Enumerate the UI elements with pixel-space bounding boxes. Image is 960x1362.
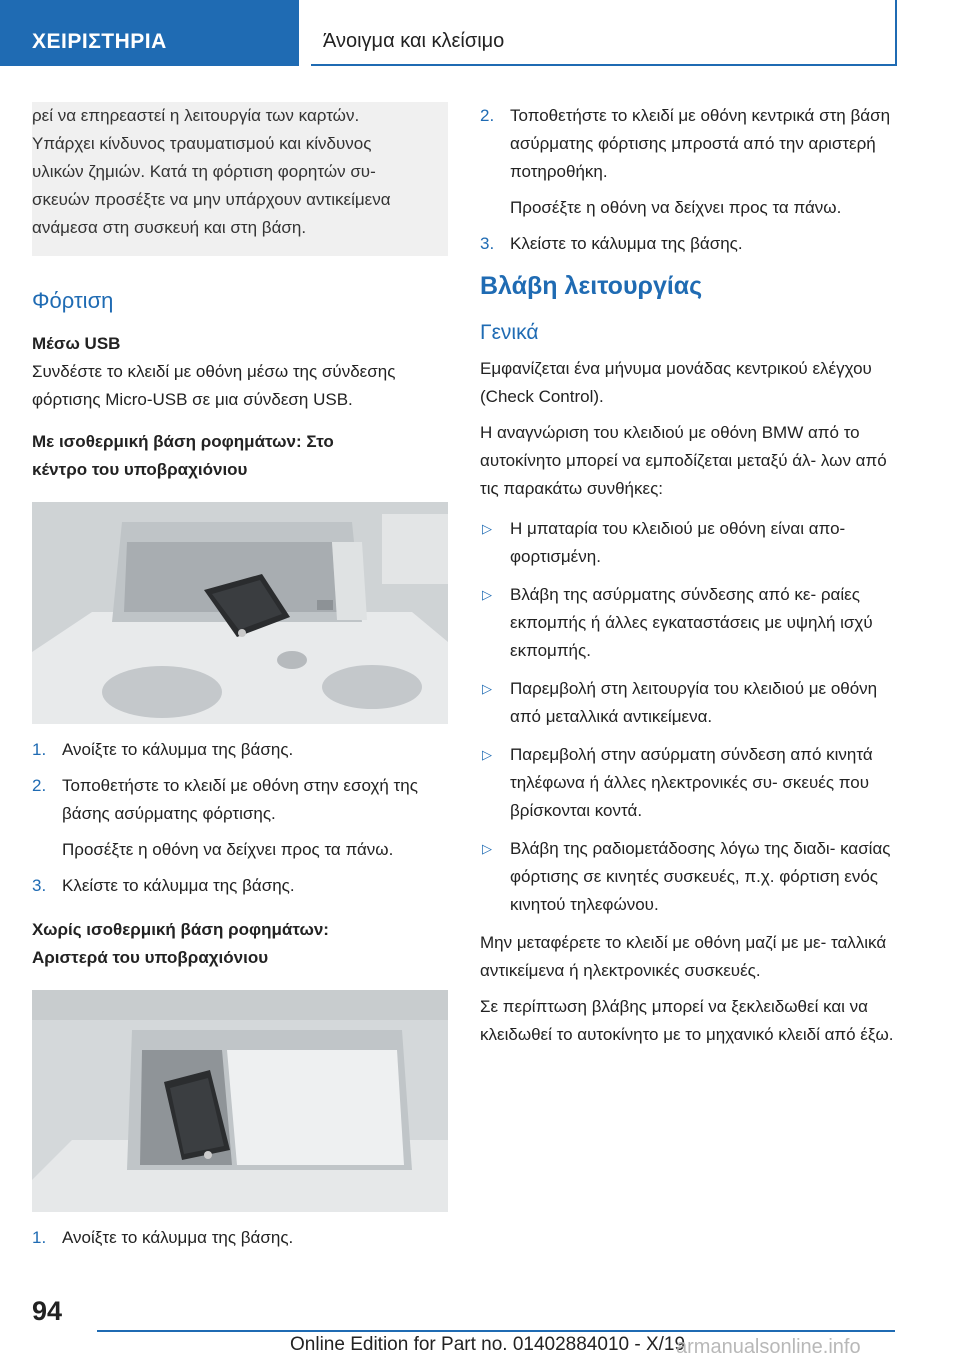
left-column <box>32 102 448 1260</box>
subheading-general: Γενικά <box>480 321 539 344</box>
edition-text: Online Edition for Part no. 01402884010 - X/19 <box>290 1334 686 1355</box>
usb-text-line: Συνδέστε το κλειδί με οθόνη μέσω της σύνδεσης <box>32 362 396 381</box>
subheading-thermal: κέντρο του υποβραχιόνιου <box>32 460 248 479</box>
list-item <box>480 581 896 665</box>
section-heading-malfunction: Βλάβη λειτουργίας <box>480 272 703 300</box>
section-heading-charging: Φόρτιση <box>32 288 114 313</box>
paragraph: Μην μεταφέρετε το κλειδί με οθόνη μαζί με με- ταλλικά αντικείμενα ή ηλεκτρονικές συσκευές. <box>480 933 887 980</box>
section-tab[interactable]: ΧΕΙΡΙΣΤΗΡΙΑ <box>0 0 299 66</box>
steps-list-3 <box>480 102 896 258</box>
warning-line: υλικών ζημιών. Κατά τη φόρτιση φορητών συ- <box>32 162 376 181</box>
triangle-bullet-icon: ▷ <box>482 747 492 762</box>
step-item <box>32 736 448 764</box>
console-photo-thermal <box>32 502 448 724</box>
step-item <box>32 772 448 864</box>
list-item <box>480 675 896 731</box>
step-text: Τοποθετήστε το κλειδί με οθόνη στην εσοχή της βάσης ασύρματης φόρτισης. <box>62 776 418 823</box>
list-item <box>480 515 896 571</box>
footer-divider <box>97 1330 895 1332</box>
step-item <box>480 230 896 258</box>
step-number: 3. <box>32 876 47 895</box>
subheading-nothermal: Αριστερά του υποβραχιόνιου <box>32 948 269 967</box>
step-note: Προσέξτε η οθόνη να δείχνει προς τα πάνω. <box>62 840 394 859</box>
page-number: 94 <box>32 1296 63 1326</box>
warning-line: σκευών προσέξτε να μην υπάρχουν αντικείμενα <box>32 190 391 209</box>
list-item-text: Βλάβη της ασύρματης σύνδεσης από κε- ραίες εκπομπής ή άλλες εγκαταστάσεις με υψηλή ισχύ εκπομπής. <box>510 585 873 660</box>
step-text: Κλείστε το κάλυμμα της βάσης. <box>62 876 295 895</box>
chapter-title-box <box>311 0 897 66</box>
step-item <box>480 102 896 222</box>
conditions-list <box>480 515 896 919</box>
triangle-bullet-icon: ▷ <box>482 587 492 602</box>
subheading-nothermal: Χωρίς ισοθερμική βάση ροφημάτων: <box>32 920 329 939</box>
step-number: 1. <box>32 1228 47 1247</box>
subheading-thermal: Με ισοθερμική βάση ροφημάτων: Στο <box>32 432 334 451</box>
triangle-bullet-icon: ▷ <box>482 521 492 536</box>
list-item-text: Παρεμβολή στην ασύρματη σύνδεση από κινητά τηλέφωνα ή άλλες ηλεκτρονικές συ- σκευές που βρίσκονται κοντά. <box>510 745 873 820</box>
steps-list-2 <box>32 1224 448 1252</box>
warning-line: ανάμεσα στη συσκευή και στη βάση. <box>32 218 307 237</box>
triangle-bullet-icon: ▷ <box>482 681 492 696</box>
step-text: Τοποθετήστε το κλειδί με οθόνη κεντρικά στη βάση ασύρματης φόρτισης μπροστά από την αριστερή ποτηροθήκη. <box>510 106 891 181</box>
list-item <box>480 835 896 919</box>
step-text: Ανοίξτε το κάλυμμα της βάσης. <box>62 740 294 759</box>
list-item <box>480 741 896 825</box>
chapter-title: Άνοιγμα και κλείσιμο <box>323 30 505 52</box>
paragraph: Σε περίπτωση βλάβης μπορεί να ξεκλειδωθεί και να κλειδωθεί το αυτοκίνητο με το μηχανικό κλειδί από έξω. <box>480 997 894 1044</box>
step-text: Κλείστε το κάλυμμα της βάσης. <box>510 234 743 253</box>
paragraph: Εμφανίζεται ένα μήνυμα μονάδας κεντρικού ελέγχου (Check Control). <box>480 359 872 406</box>
step-item <box>32 872 448 900</box>
watermark: armanualsonline.info <box>676 1336 861 1358</box>
step-number: 2. <box>480 106 495 125</box>
warning-line: ρεί να επηρεαστεί η λειτουργία των καρτών. <box>32 106 360 125</box>
right-column <box>480 102 896 1049</box>
console-photo-left <box>32 990 448 1212</box>
step-text: Ανοίξτε το κάλυμμα της βάσης. <box>62 1228 294 1247</box>
triangle-bullet-icon: ▷ <box>482 841 492 856</box>
step-number: 2. <box>32 776 47 795</box>
list-item-text: Βλάβη της ραδιομετάδοσης λόγω της διαδι- κασίας φόρτισης σε κινητές συσκευές, π.χ. φόρτιση ενός κινητού τηλεφώνου. <box>510 839 891 914</box>
step-number: 3. <box>480 234 495 253</box>
list-item-text: Παρεμβολή στη λειτουργία του κλειδιού με οθόνη από μεταλλικά αντικείμενα. <box>510 679 878 726</box>
step-number: 1. <box>32 740 47 759</box>
list-item-text: Η μπαταρία του κλειδιού με οθόνη είναι απο- φορτισμένη. <box>510 519 846 566</box>
warning-line: Υπάρχει κίνδυνος τραυματισμού και κίνδυνος <box>32 134 372 153</box>
page-header <box>0 0 960 66</box>
step-note: Προσέξτε η οθόνη να δείχνει προς τα πάνω. <box>510 198 842 217</box>
steps-list-1 <box>32 736 448 900</box>
subheading-usb: Μέσω USB <box>32 334 121 353</box>
warning-box <box>32 102 448 256</box>
step-item <box>32 1224 448 1252</box>
paragraph: Η αναγνώριση του κλειδιού με οθόνη BMW από το αυτοκίνητο μπορεί να εμποδίζεται μεταξύ άλ- λων από τις παρακάτω συνθήκες: <box>480 423 887 498</box>
usb-text-line: φόρτισης Micro-USB σε μια σύνδεση USB. <box>32 390 353 409</box>
